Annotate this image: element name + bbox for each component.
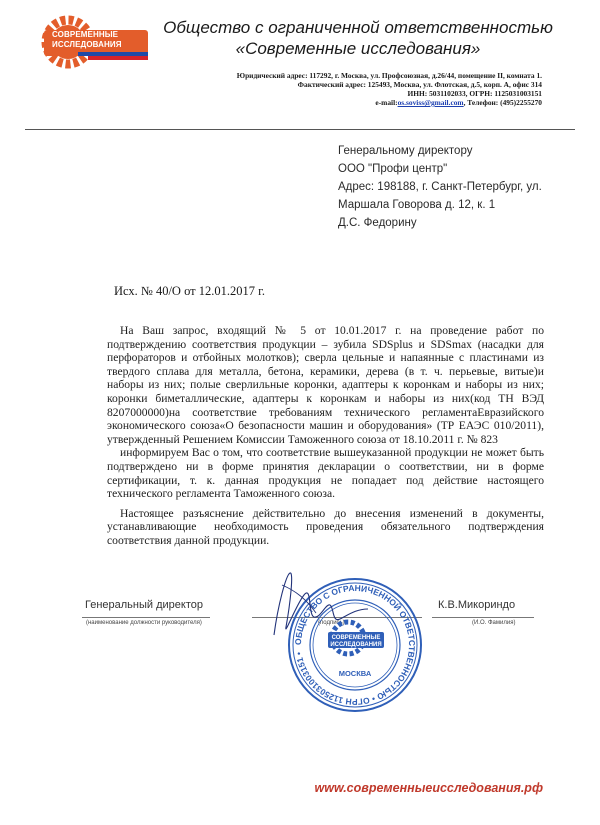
name-underline xyxy=(432,617,534,618)
email-link[interactable]: os.soviss@gmail.com xyxy=(397,98,464,107)
addressee-company: ООО "Профи центр" xyxy=(338,163,448,175)
header-divider xyxy=(25,129,575,130)
addressee-address-1: Адрес: 198188, г. Санкт-Петербург, ул. xyxy=(338,181,542,193)
stamp-ring-text: ОБЩЕСТВО С ОГРАНИЧЕННОЙ ОТВЕТСТВЕННОСТЬЮ • ОГРН 1125031003151 • xyxy=(292,582,418,708)
name-caption: (И.О. Фамилия) xyxy=(472,620,516,626)
stamp-inner-line1: СОВРЕМЕННЫЕ xyxy=(331,635,381,641)
outgoing-reference: Исх. № 40/О от 12.01.2017 г. xyxy=(114,284,265,298)
logo-line1: СОВРЕМЕННЫЕ xyxy=(52,30,119,39)
org-title-line2: «Современные исследования» xyxy=(235,39,481,58)
addressee-position: Генеральному директору xyxy=(338,145,473,157)
title-caption: (наименование должности руководителя) xyxy=(86,620,202,626)
company-ids: ИНН: 5031102033, ОГРН: 1125031003151 xyxy=(407,89,542,98)
body-paragraph-1: На Ваш запрос, входящий № 5 от 10.01.2017 г. на проведение работ по подтверждению соответствия продукции – зубила SDSplus и SDSmax (насадки для перфораторов и отбойных молотков); сверла цельные и напаянные с пластинами из твердого сплава для металла, бетона, керамики, дерева (в т. ч. перьевые, витые)и наборы из них; полые сверлильные коронки, адаптеры к коронкам и наборы из них; коронки биметаллические, адаптеры к коронкам и наборы из них(код ТН ВЭД 8207000000)на соответствие требованиям технического регламентаЕвразийского экономического союза«О безопасности машин и оборудования» (ТР ЕАЭС 010/2011), утвержденный Решением Комиссии Таможенного союза от 18.10.2011 г. № 823 xyxy=(107,324,544,446)
logo-line2: ИССЛЕДОВАНИЯ xyxy=(52,40,122,49)
handwritten-signature xyxy=(256,565,376,645)
signer-title: Генеральный директор xyxy=(85,599,203,611)
company-logo xyxy=(38,12,150,72)
stamp-inner-line2: ИССЛЕДОВАНИЯ xyxy=(330,642,382,648)
stamp-city: МОСКВА xyxy=(338,669,372,678)
website-url[interactable]: www.современныеисследования.рф xyxy=(314,781,543,795)
signer-name: К.В.Микориндо xyxy=(438,599,516,611)
org-title-line1: Общество с ограниченной ответственностью xyxy=(163,18,553,37)
phone-text: , Телефон: (495)2255270 xyxy=(463,98,542,107)
body-paragraph-2: информируем Вас о том, что соответствие вышеуказанной продукции не может быть подтверждено ни в форме принятия декларации о соответствии, ни в форме сертификации, т. к. данная продукция не попадает под действие настоящего технического регламента Таможенного союза. xyxy=(107,446,544,501)
actual-address: Фактический адрес: 125493, Москва, ул. Флотская, д.5, корп. А, офис 314 xyxy=(297,80,542,89)
letter-body xyxy=(107,324,544,548)
legal-address: Юридический адрес: 117292, г. Москва, ул. Профсоюзная, д.26/44, помещение II, комната 1. xyxy=(236,71,542,80)
signature-caption: (подпись) xyxy=(318,620,345,626)
addressee-name: Д.С. Федорину xyxy=(338,217,417,229)
contact-line xyxy=(375,98,542,108)
addressee-address-2: Маршала Говорова д. 12, к. 1 xyxy=(338,199,496,211)
title-underline xyxy=(82,617,210,618)
email-label: e-mail: xyxy=(375,98,398,107)
body-paragraph-3: Настоящее разъяснение действительно до внесения изменений в документы, устанавливающие необходимость проведения обязательного подтверждения соответствия данной продукции. xyxy=(107,506,544,547)
